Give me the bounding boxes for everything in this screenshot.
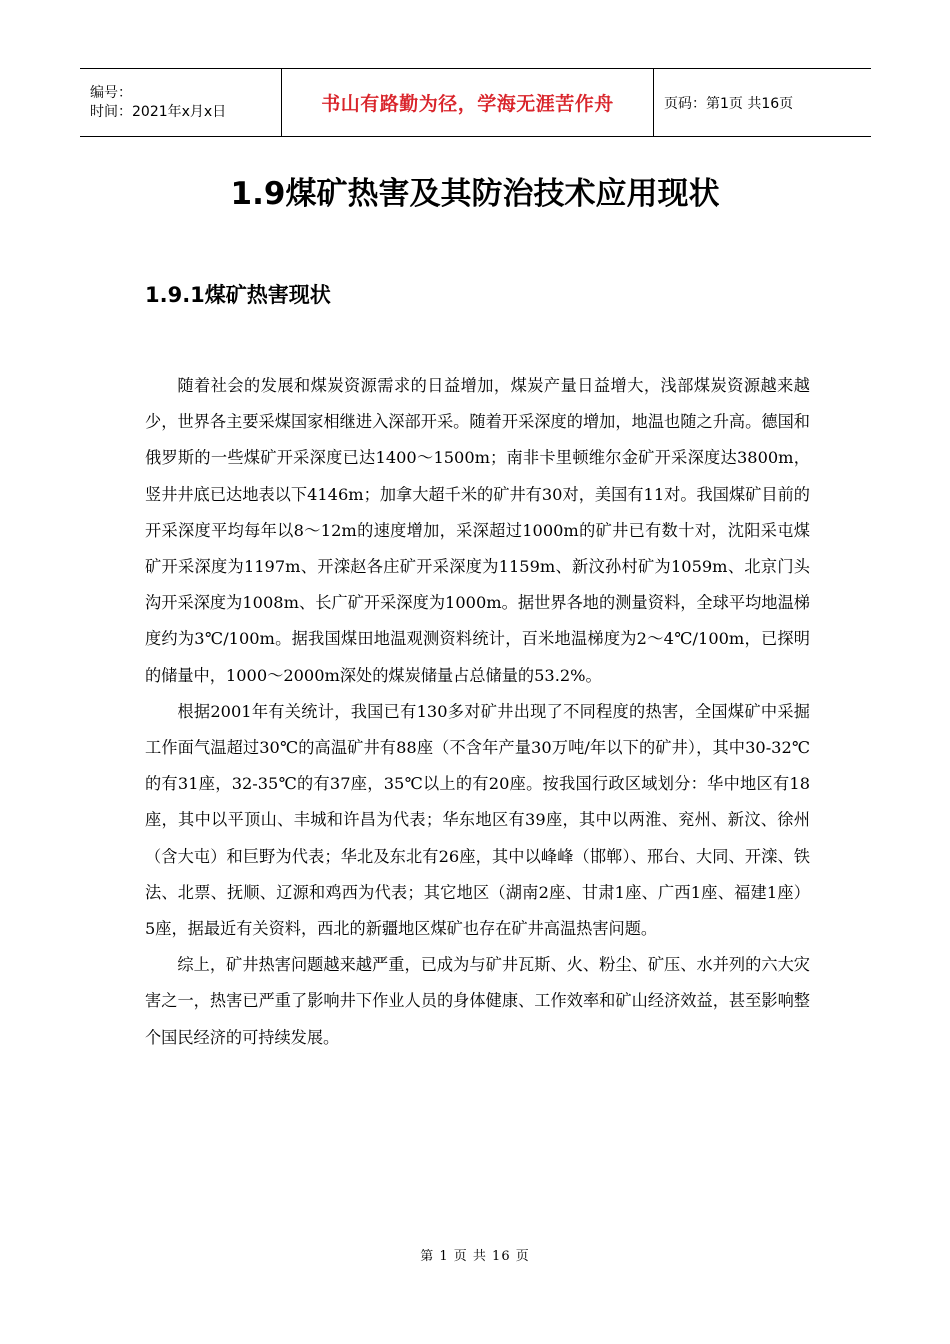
section-body [145,368,810,1056]
header-meta-cell [80,69,282,136]
serial-number-label: 编号： [90,84,132,101]
page-header [80,68,871,137]
header-motto: 书山有路勤为径，学海无涯苦作舟 [321,93,614,115]
header-motto-cell [282,69,654,136]
paragraph: 随着社会的发展和煤炭资源需求的日益增加，煤炭产量日益增大，浅部煤炭资源越来越少，世界各主要采煤国家相继进入深部开采。随着开采深度的增加，地温也随之升高。德国和俄罗斯的一些煤矿开采深度已达1400～1500m；南非卡里顿维尔金矿开采深度达3800m，竖井井底已达地表以下4146m；加拿大超千米的矿井有30对，美国有11对。我国煤矿目前的开采深度平均每年以8～12m的速度增加，采深超过1000m的矿井已有数十对，沈阳采屯煤矿开采深度为1197m、开滦赵各庄矿开采深度为1159m、新汶孙村矿为1059m、北京门头沟开采深度为1008m、长广矿开采深度为1000m。据世界各地的测量资料，全球平均地温梯度约为3℃/100m。据我国煤田地温观测资料统计，百米地温梯度为2～4℃/100m，已探明的储量中，1000～2000m深处的煤炭储量占总储量的53.2%。 [145,376,810,685]
paragraph: 根据2001年有关统计，我国已有130多对矿井出现了不同程度的热害，全国煤矿中采掘工作面气温超过30℃的高温矿井有88座（不含年产量30万吨/年以下的矿井），其中30-32℃的有31座，32-35℃的有37座，35℃以上的有20座。按我国行政区域划分：华中地区有18座，其中以平顶山、丰城和许昌为代表；华东地区有39座，其中以两淮、兖州、新汶、徐州（含大屯）和巨野为代表；华北及东北有26座，其中以峰峰（邯郸）、邢台、大同、开滦、铁法、北票、抚顺、辽源和鸡西为代表；其它地区（湖南2座、甘肃1座、广西1座、福建1座）5座，据最近有关资料，西北的新疆地区煤矿也存在矿井高温热害问题。 [145,701,810,939]
paragraph: 综上，矿井热害问题越来越严重，已成为与矿井瓦斯、火、粉尘、矿压、水并列的六大灾害之一，热害已严重了影响井下作业人员的身体健康、工作效率和矿山经济效益，甚至影响整个国民经济的可持续发展。 [145,955,810,1047]
header-page-cell [654,69,871,136]
date-label: 时间：2021年x月x日 [90,103,227,120]
page-footer: 第 1 页 共 16 页 [420,1249,530,1264]
document-title: 1.9煤矿热害及其防治技术应用现状 [230,176,720,212]
section-heading: 1.9.1煤矿热害现状 [145,283,331,307]
header-page-info: 页码：第1页 共16页 [664,95,794,112]
